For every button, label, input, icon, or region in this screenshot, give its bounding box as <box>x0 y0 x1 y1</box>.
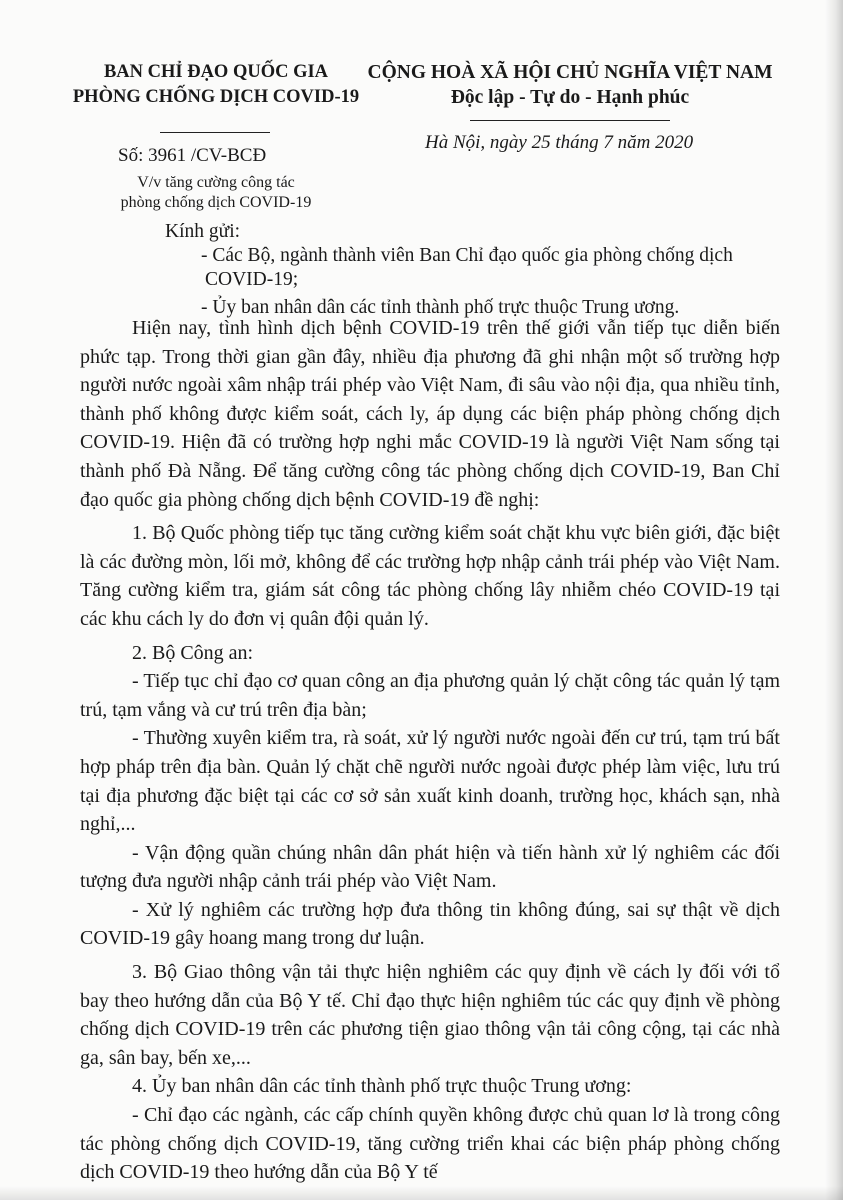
recipient-1-continued: COVID-19; <box>205 269 299 290</box>
issuing-agency <box>66 60 366 110</box>
paragraph-item-4a: - Chỉ đạo các ngành, các cấp chính quyền không được chủ quan lơ là trong công tác phòng chống dịch COVID-19, tăng cường triển khai các biện pháp phòng chống dịch COVID-19 theo hướng dẫn của Bộ Y tế <box>80 1104 780 1184</box>
paragraph-item-3: 3. Bộ Giao thông vận tải thực hiện nghiêm các quy định về cách ly đối với tổ bay theo hướng dẫn của Bộ Y tế. Chỉ đạo thực hiện nghiêm túc các quy định về phòng chống dịch COVID-19 trên các phương tiện giao thông vận tải công cộng, tại các nhà ga, sân bay, bến xe,... <box>80 961 780 1069</box>
subject-line <box>66 173 366 213</box>
agency-line-1: BAN CHỈ ĐẠO QUỐC GIA <box>103 62 329 82</box>
paragraph-item-2-heading: 2. Bộ Công an: <box>132 641 254 664</box>
motto-underline <box>470 120 670 121</box>
agency-underline <box>160 132 270 133</box>
subject-line-1: V/v tăng cường công tác <box>137 174 295 191</box>
document-number: Số: 3961 /CV-BCĐ <box>118 145 267 166</box>
document-body <box>80 314 780 1187</box>
nation-line-1: CỘNG HOÀ XÃ HỘI CHỦ NGHĨA VIỆT NAM <box>367 62 773 83</box>
recipient-1: - Các Bộ, ngành thành viên Ban Chỉ đạo quốc gia phòng chống dịch <box>201 245 733 266</box>
subject-line-2: phòng chống dịch COVID-19 <box>120 194 312 211</box>
national-motto: Độc lập - Tự do - Hạnh phúc <box>450 87 690 108</box>
paragraph-item-4-heading: 4. Ủy ban nhân dân các tỉnh thành phố trực thuộc Trung ương: <box>132 1075 632 1098</box>
paragraph-intro: Hiện nay, tình hình dịch bệnh COVID-19 trên thế giới vẫn tiếp tục diễn biến phức tạp. Trong thời gian gần đây, nhiều địa phương đã ghi nhận một số trường hợp người nước ngoài xâm nhập trái phép vào Việt Nam, đi sâu vào nội địa, qua nhiều tỉnh, thành phố không được kiểm soát, cách ly, áp dụng các biện pháp phòng chống dịch COVID-19. Hiện đã có trường hợp nghi mắc COVID-19 là người Việt Nam sống tại thành phố Đà Nẵng. Để tăng cường công tác phòng chống dịch COVID-19, Ban Chỉ đạo quốc gia phòng chống dịch bệnh COVID-19 đề nghị: <box>80 317 780 511</box>
paragraph-item-2d: - Xử lý nghiêm các trường hợp đưa thông tin không đúng, sai sự thật về dịch COVID-19 gây hoang mang trong dư luận. <box>80 898 780 950</box>
page-bottom-shadow <box>0 1186 843 1200</box>
paragraph-item-2a: - Tiếp tục chỉ đạo cơ quan công an địa phương quản lý chặt công tác quản lý tạm trú, tạm vắng và cư trú trên địa bàn; <box>80 670 780 721</box>
recipients-block <box>165 220 785 320</box>
page-edge-shadow <box>825 0 843 1200</box>
paragraph-item-1: 1. Bộ Quốc phòng tiếp tục tăng cường kiểm soát chặt khu vực biên giới, đặc biệt là các đường mòn, lối mở, không để các trường hợp nhập cảnh trái phép vào Việt Nam. Tăng cường kiểm tra, giám sát công tác phòng chống lây nhiễm chéo COVID-19 tại các khu cách ly do đơn vị quân đội quản lý. <box>80 522 780 630</box>
paragraph-item-2c: - Vận động quần chúng nhân dân phát hiện và tiến hành xử lý nghiêm các đối tượng đưa người nhập cảnh trái phép vào Việt Nam. <box>80 841 780 893</box>
place-and-date: Hà Nội, ngày 25 tháng 7 năm 2020 <box>425 132 694 153</box>
national-header <box>360 60 780 110</box>
agency-line-2: PHÒNG CHỐNG DỊCH COVID-19 <box>72 87 360 107</box>
recipient-2: - Ủy ban nhân dân các tỉnh thành phố trực thuộc Trung ương. <box>201 297 680 318</box>
paragraph-item-2b: - Thường xuyên kiểm tra, rà soát, xử lý người nước ngoài đến cư trú, tạm trú bất hợp pháp trên địa bàn. Quản lý chặt chẽ người nước ngoài được phép làm việc, lưu trú tại địa phương đặc biệt tại các cơ sở sản xuất kinh doanh, trường học, khách sạn, nhà nghỉ,... <box>80 727 780 836</box>
greeting: Kính gửi: <box>165 221 241 242</box>
